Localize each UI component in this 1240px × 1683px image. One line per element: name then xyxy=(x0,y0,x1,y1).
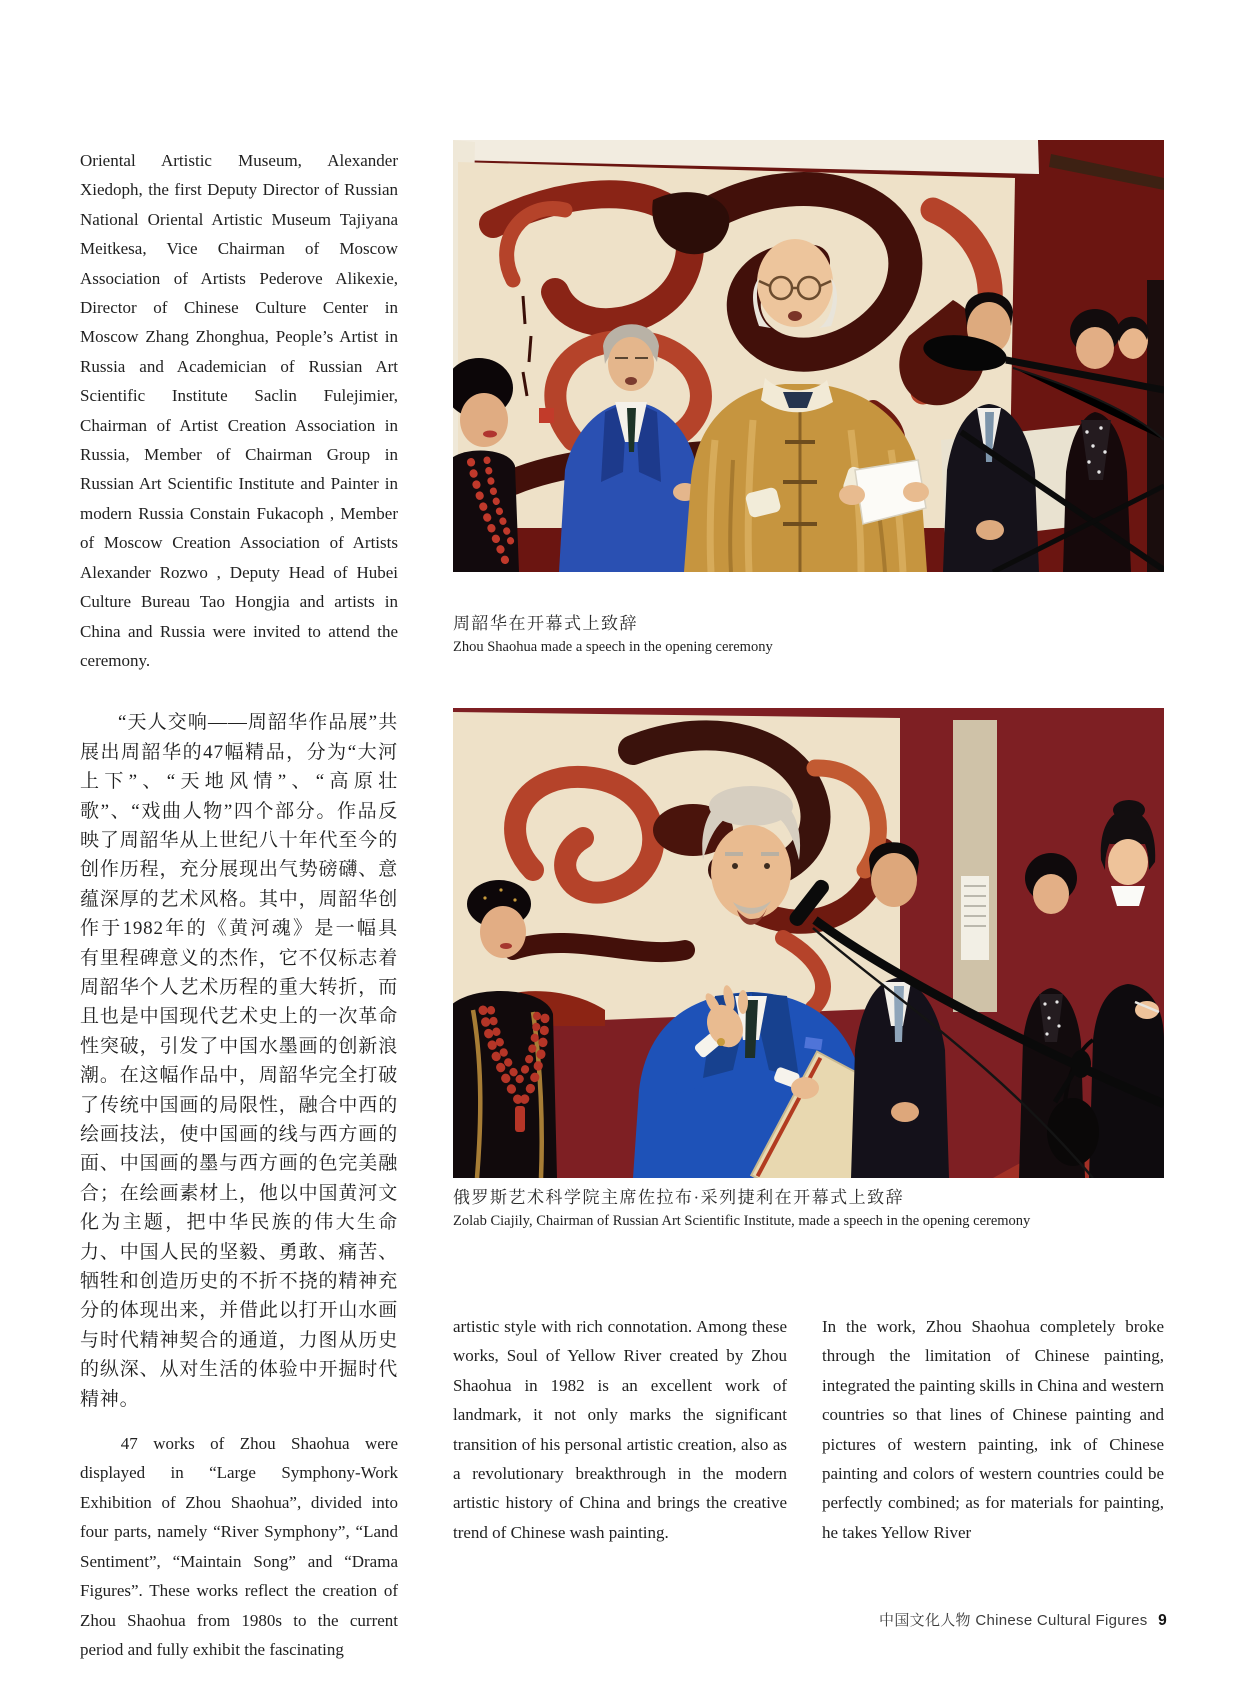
article-column-left xyxy=(80,146,398,1664)
page-footer xyxy=(879,1609,1167,1630)
journal-name-english: Chinese Cultural Figures xyxy=(975,1612,1148,1629)
paragraph-chinese: “天人交响——周韶华作品展”共展出周韶华的47幅精品，分为“大河上下”、“天地风情”、“高原壮歌”、“戏曲人物”四个部分。作品反映了周韶华从上世纪八十年代至今的创作历程，充分展现出气势磅礴、意蕴深厚的艺术风格。其中，周韶华创作于1982年的《黄河魂》是一幅具有里程碑意义的杰作，它不仅标志着周韶华个人艺术历程的重大转折，而且也是中国现代艺术史上的一次革命性突破，引发了中国水墨画的创新浪潮。在这幅作品中，周韶华完全打破了传统中国画的局限性，融合中西的绘画技法，使中国画的线与西方画的面、中国画的墨与西方画的色完美融合；在绘画素材上，他以中国黄河文化为主题，把中华民族的伟大生命力、中国人民的坚毅、勇敢、痛苦、牺牲和创造历史的不折不挠的精神充分的体现出来，并借此以打开山水画与时代精神契合的通道，力图从历史的纵深、从对生活的体验中开掘时代精神。 xyxy=(80,712,398,1410)
abstract-painting-2 xyxy=(453,712,900,1026)
wall-panel-placard xyxy=(953,720,997,1012)
paragraph-english-middle: artistic style with rich connotation. Among these works, Soul of Yellow River created by Zhou Shaohua in 1982 is an excellent work of landmark, it not only marks the significant transition of his personal artistic creation, also as a revolutionary breakthrough in the modern artistic history of China and brings the creative trend of Chinese wash painting. xyxy=(453,1317,787,1542)
caption-photo-1 xyxy=(453,611,1164,659)
caption-1-chinese: 周韶华在开幕式上致辞 xyxy=(453,614,638,633)
page-number: 9 xyxy=(1158,1612,1167,1629)
photo-tsereteli-speech xyxy=(453,708,1164,1178)
photo-zhou-speech-illustration xyxy=(453,140,1164,572)
paragraph-english-47-works: 47 works of Zhou Shaohua were displayed in “Large Symphony-Work Exhibition of Zhou Shaohua”, divided into four parts, namely “River Symphony”, “Land Sentiment”, “Maintain Song” and “Drama Figures”. These works reflect the creation of Zhou Shaohua from 1980s to the current period and fully exhibit the fascinating xyxy=(80,1434,398,1659)
photo-tsereteli-speech-illustration xyxy=(453,708,1164,1178)
caption-photo-2 xyxy=(453,1185,1164,1233)
paragraph-english-continued: Oriental Artistic Museum, Alexander Xiedoph, the first Deputy Director of Russian National Oriental Artistic Museum Tajiyana Meitkesa, Vice Chairman of Moscow Association of Artists Pederove Alikexie, Director of Chinese Culture Center in Moscow Zhang Zhonghua, People’s Artist in Russia and Academician of Russian Art Scientific Institute Saclin Fulejimier, Chairman of Artist Creation Association in Russia, Member of Chairman Group in Russian Art Scientific Institute and Painter in modern Russia Constain Fukacoph , Member of Moscow Creation Association of Artists Alexander Rozwo , Deputy Head of Hubei Culture Bureau Tao Hongjia and artists in China and Russia were invited to attend the ceremony. xyxy=(80,151,398,670)
article-column-right xyxy=(822,1312,1164,1547)
seal-stamp xyxy=(539,408,554,423)
journal-name-chinese: 中国文化人物 xyxy=(879,1612,971,1629)
article-column-middle xyxy=(453,1312,787,1547)
paragraph-english-right: In the work, Zhou Shaohua completely broke through the limitation of Chinese painting, integrated the painting skills in China and western countries so that lines of Chinese painting and pictures of western painting, ink of Chinese painting and colors of western countries could be perfectly combined; as for materials for painting, he takes Yellow River xyxy=(822,1317,1164,1542)
caption-1-english: Zhou Shaohua made a speech in the opening ceremony xyxy=(453,639,773,655)
photo-zhou-speech xyxy=(453,140,1164,572)
guest-woman-left xyxy=(453,358,519,572)
caption-2-chinese: 俄罗斯艺术科学院主席佐拉布·采列捷利在开幕式上致辞 xyxy=(453,1188,905,1207)
caption-2-english: Zolab Ciajily, Chairman of Russian Art Scientific Institute, made a speech in the opening ceremony xyxy=(453,1213,1031,1229)
